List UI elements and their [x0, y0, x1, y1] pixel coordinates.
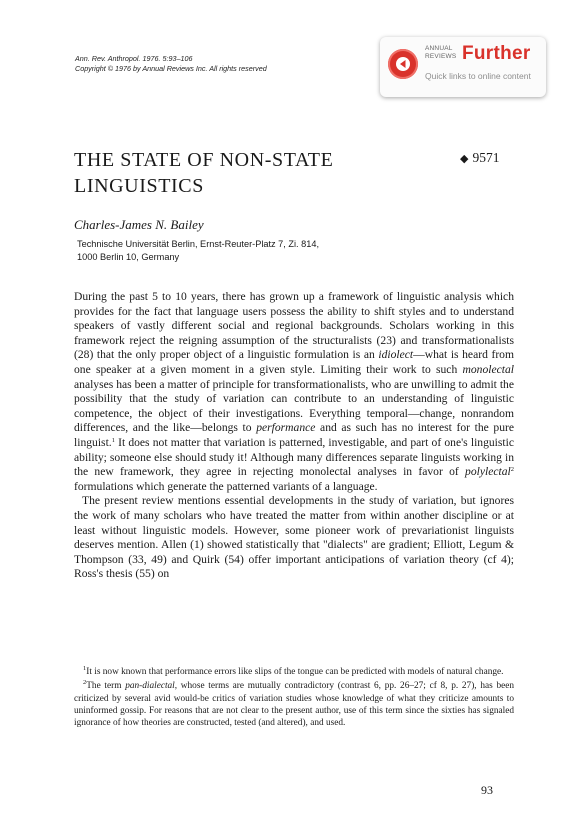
diamond-icon: ◆: [460, 153, 469, 165]
annual-reviews-further-banner[interactable]: [380, 37, 546, 97]
author-name: Charles-James N. Bailey: [74, 217, 204, 232]
play-arrow-icon: [388, 49, 418, 79]
author-affiliation: Technische Universität Berlin, Ernst-Reuter-Platz 7, Zi. 814, 1000 Berlin 10, Germany: [77, 239, 320, 262]
footnotes: [74, 666, 514, 731]
banner-tagline: Quick links to online content: [425, 71, 531, 81]
body-paragraph: During the past 5 to 10 years, there has grown up a framework of linguistic analysis which provides for the fact that language users possess the ability to shift styles and to understand speakers of vastly different social and regional backgrounds. Scholars working in this framework reject the reigning assumption of the structuralists (23) and transformationalists (28) that the only proper object of a linguistic formulation is an idiolect—what is heard from one speaker at a given moment in a given style. Limiting their work to such monolectal analyses has been a matter of principle for transformationalists, who are unwilling to admit the possibility that the study of variation can contribute to an understanding of linguistic competence, the object of their investigations. Everything temporal—change, nonrandom differences, and the like—belongs to performance and as such has no interest for the pure linguist.$^1$ It does not matter that variation is patterned, investigable, and part of one's linguistic ability; someone else should study it! Although many differences separate linguists working in the new framework, they agree in rejecting monolectal analyses in favor of polylectal$^2$ formulations which generate the patterned variants of a language.: [74, 290, 514, 493]
citation-line-copyright: Copyright © 1976 by Annual Reviews Inc. All rights reserved: [75, 64, 267, 73]
footnote-2: $^2$The term pan-dialectal, whose terms are mutually contradictory (contrast 6, pp. 26–27; cf 8, p. 27), has been criticized by several avid would-be critics of variation studies whose knowledge of what they criticize amounts to uninformed gossip. For reasons that are not clear to the present author, use of this term since the sixties has signaled ignorance of how theories are constructed, tested (and altered), and used.: [74, 679, 515, 729]
page-number: 93: [481, 783, 493, 797]
footnote-1: $^1$It is now known that performance errors like slips of the tongue can be predicted with models of natural change.: [83, 665, 504, 677]
annual-reviews-logo-text: ANNUAL REVIEWS: [425, 45, 457, 60]
article-title: THE STATE OF NON-STATE LINGUISTICS: [74, 149, 334, 197]
footnote-ref: 1: [111, 436, 115, 444]
journal-citation: [75, 54, 267, 74]
article-number: ◆ 9571: [460, 150, 500, 165]
further-logo-text: Further: [462, 43, 531, 64]
article-body: [74, 290, 514, 582]
body-paragraph: The present review mentions essential developments in the study of variation, but ignores the work of many scholars who have treated the matter from within another discipline or at least without linguistic models. However, some pioneer work of prevariationist linguists deserves mention. Allen (1) showed statistically that "dialects" are gradient; Elliott, Legum & Thompson (33, 49) and Quirk (54) offer important anticipations of variation theory (cf 4); Ross's thesis (55) on: [74, 494, 514, 581]
citation-line-journal: Ann. Rev. Anthropol. 1976. 5:93–106: [75, 54, 193, 63]
footnote-ref: 2: [510, 466, 514, 474]
